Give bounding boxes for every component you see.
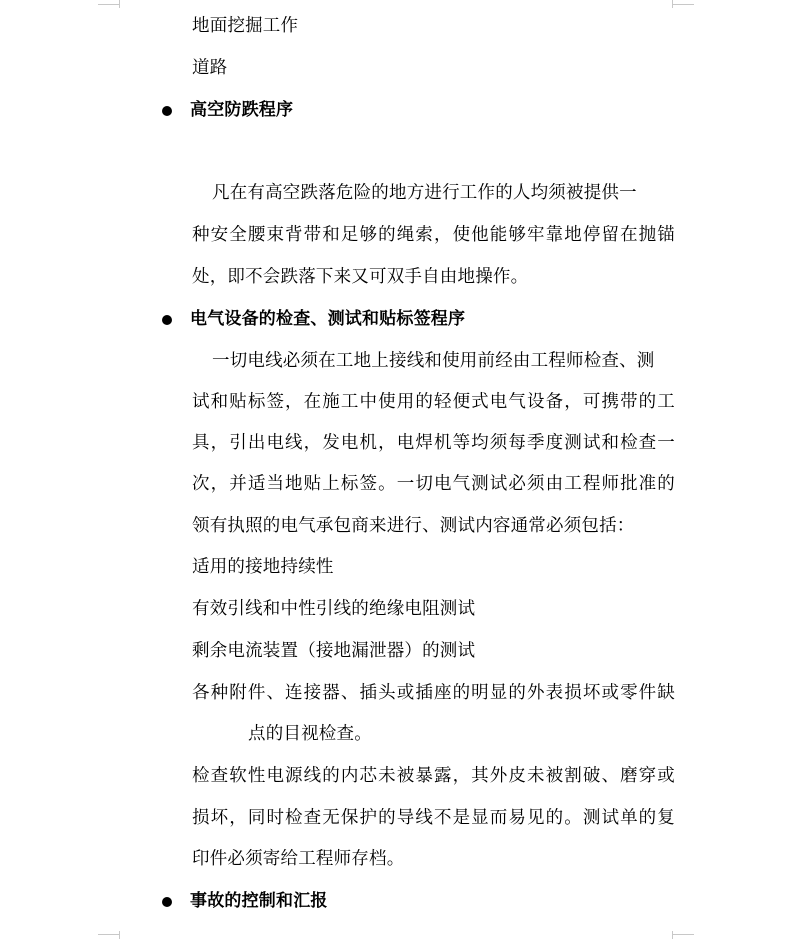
crop-mark-bottom-right [672,934,694,935]
paragraph-line: 处，即不会跌落下来又可双手自由地操作。 [192,267,529,287]
crop-mark-bottom-left [98,934,120,935]
bullet-icon [162,315,172,325]
list-item-cable-check-cont: 损坏，同时检查无保护的导线不是显而易见的。测试单的复 [192,808,675,828]
list-item-rcd-test: 剩余电流装置（接地漏泄器）的测试 [192,641,476,661]
bullet-icon [162,106,172,116]
paragraph-line: 种安全腰束背带和足够的绳索，使他能够牢靠地停留在抛锚 [192,225,675,245]
paragraph-line: 领有执照的电气承包商来进行、测试内容通常必须包括： [192,516,635,536]
section-heading-accident-control: 事故的控制和汇报 [190,891,328,911]
crop-mark-top-right-v [672,0,673,8]
section-heading-fall-prevention: 高空防跌程序 [190,100,294,120]
crop-mark-bottom-left-v [119,931,120,939]
list-item-excavation: 地面挖掘工作 [192,16,299,36]
list-item-insulation-test: 有效引线和中性引线的绝缘电阻测试 [192,599,476,619]
paragraph-line: 试和贴标签，在施工中使用的轻便式电气设备，可携带的工 [192,392,675,412]
list-item-road: 道路 [192,58,228,78]
paragraph-line: 凡在有高空跌落危险的地方进行工作的人均须被提供一 [212,183,637,203]
section-heading-electrical: 电气设备的检查、测试和贴标签程序 [190,309,466,329]
bullet-icon [162,897,172,907]
crop-mark-bottom-right-v [672,931,673,939]
paragraph-line: 次，并适当地贴上标签。一切电气测试必须由工程师批准的 [192,474,675,494]
list-item-earth-continuity: 适用的接地持续性 [192,557,334,577]
list-item-visual-inspection: 各种附件、连接器、插头或插座的明显的外表损坏或零件缺 [192,683,675,703]
crop-mark-top-left-v [119,0,120,8]
paragraph-line: 一切电线必须在工地上接线和使用前经由工程师检查、测 [212,351,655,371]
list-item-visual-inspection-cont: 点的目视检查。 [248,724,372,744]
list-item-cable-check: 检查软性电源线的内芯未被暴露，其外皮未被割破、磨穿或 [192,766,675,786]
list-item-cable-check-end: 印件必须寄给工程师存档。 [192,849,405,869]
paragraph-line: 具，引出电线，发电机，电焊机等均须每季度测试和检查一 [192,433,675,453]
crop-mark-top-left [98,4,120,5]
crop-mark-top-right [672,4,694,5]
